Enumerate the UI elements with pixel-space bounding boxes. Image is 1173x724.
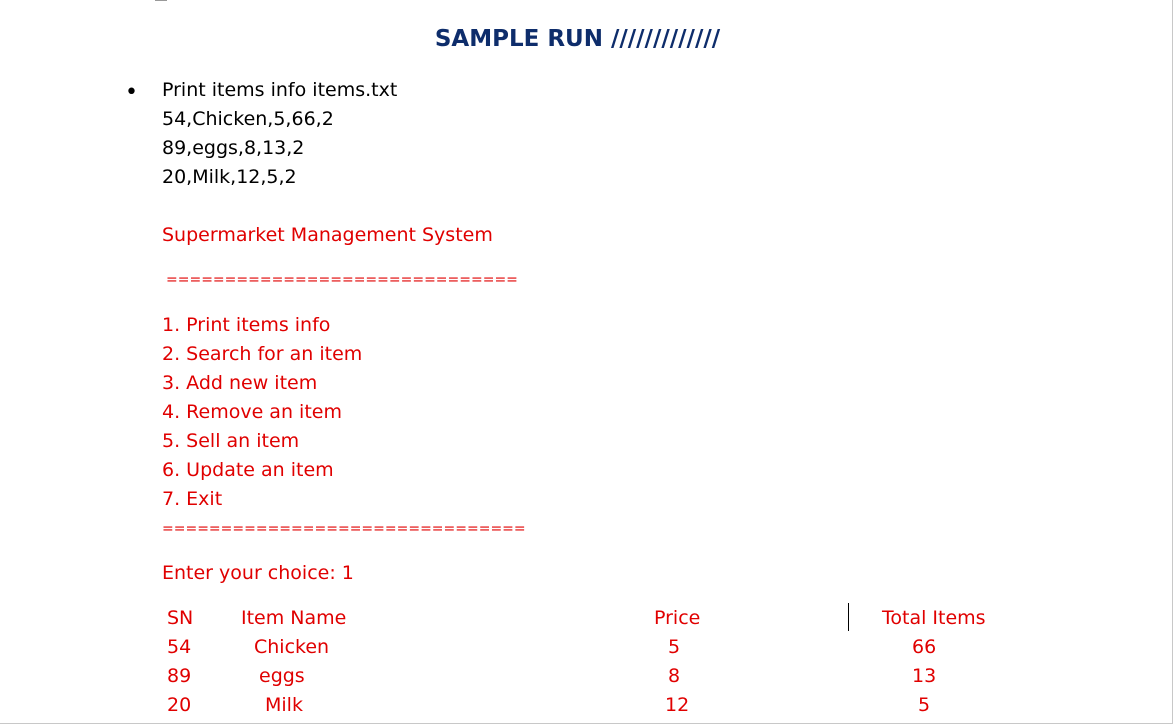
separator-top: ============================== (166, 272, 518, 288)
cell-item-name: Chicken (254, 636, 330, 658)
cell-item-name: Milk (265, 694, 303, 716)
header-sn: SN (167, 607, 194, 629)
separator-bottom: =============================== (162, 521, 526, 537)
menu-item: 3. Add new item (162, 372, 318, 394)
choice-prompt: Enter your choice: 1 (162, 562, 354, 584)
cell-total-items: 66 (912, 636, 937, 658)
file-line: 54,Chicken,5,66,2 (162, 108, 334, 130)
file-line: 89,eggs,8,13,2 (162, 137, 305, 159)
menu-item: 6. Update an item (162, 459, 334, 481)
header-total-items: Total Items (882, 607, 986, 629)
file-line: 20,Milk,12,5,2 (162, 166, 297, 188)
cell-item-name: eggs (259, 665, 305, 687)
menu-item: 1. Print items info (162, 314, 331, 336)
cell-sn: 89 (167, 665, 192, 687)
bullet-icon: • (125, 80, 138, 105)
header-item-name: Item Name (241, 607, 347, 629)
cell-total-items: 13 (912, 665, 937, 687)
system-title: Supermarket Management System (162, 224, 493, 246)
page-corner-marker (155, 0, 167, 1)
menu-item: 2. Search for an item (162, 343, 363, 365)
cell-price: 8 (668, 665, 681, 687)
cell-price: 5 (668, 636, 681, 658)
command-line: Print items info items.txt (162, 79, 398, 101)
menu-item: 4. Remove an item (162, 401, 342, 423)
menu-item: 5. Sell an item (162, 430, 300, 452)
cell-price: 12 (665, 694, 690, 716)
header-price: Price (654, 607, 701, 629)
cell-total-items: 5 (918, 694, 931, 716)
cell-sn: 54 (167, 636, 192, 658)
sample-run-title: SAMPLE RUN ///////////// (434, 26, 721, 52)
text-cursor (848, 603, 849, 631)
cell-sn: 20 (167, 694, 192, 716)
menu-item: 7. Exit (162, 488, 223, 510)
